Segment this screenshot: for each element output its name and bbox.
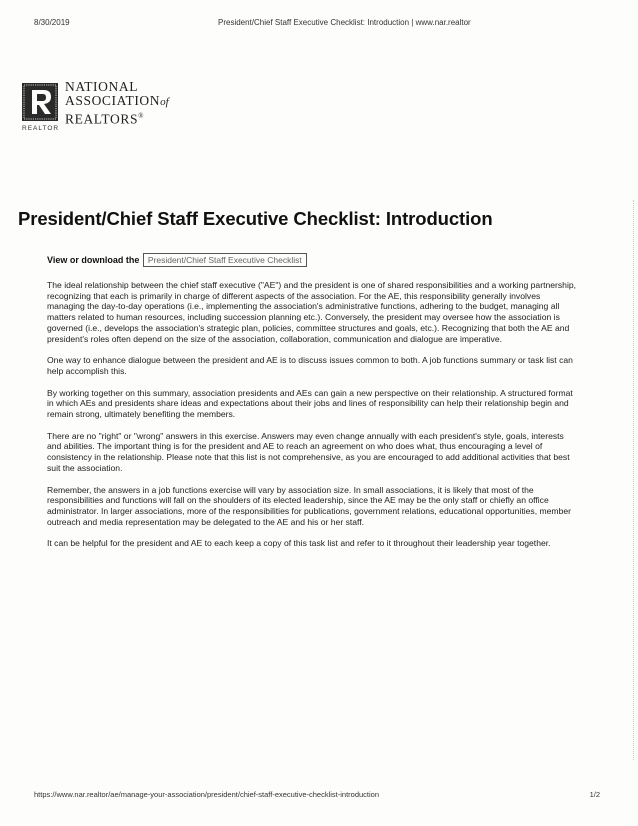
realtor-r-block-logo-icon — [22, 83, 58, 121]
logo-wordmark — [65, 80, 169, 127]
print-footer — [34, 790, 608, 802]
logo-line-realtors: REALTORS® — [65, 111, 144, 127]
paragraph: There are no "right" or "wrong" answers in this exercise. Answers may even change annually with each president's style, goals, interests and abilities. The important thing is for the president and AE to reach an agreement on who does what, thus encouraging a level of consistency in the relationship. Please note that this list is not comprehensive, as you are encouraged to add additional activities that best suit the association. — [47, 430, 570, 473]
paragraph: By working together on this summary, association presidents and AEs can gain a new perspective on their relationship. A structured format in which AEs and presidents share ideas and expectations about their jobs and lines of responsibility can help their relationship begin and remain strong, ultimately benefiting the members. — [47, 387, 573, 420]
print-date: 8/30/2019 — [34, 18, 70, 27]
logo-line-association: ASSOCIATIONof — [65, 93, 169, 108]
paragraph: It can be helpful for the president and AE to each keep a copy of this task list and refer to it throughout their leadership year together. — [47, 538, 551, 549]
nar-logo[interactable] — [22, 80, 222, 134]
download-label: View or download the — [47, 255, 140, 265]
scan-edge-artifact — [632, 200, 634, 760]
page-number: 1/2 — [589, 790, 600, 799]
page-title: President/Chief Staff Executive Checklist: Introduction — [18, 208, 493, 229]
paragraph: Remember, the answers in a job functions exercise will vary by association size. In small associations, it is likely that most of the responsibilities and functions will fall on the shoulders of its elected leadership, since the AE may be the only staff or chiefly an office administrator. In larger associations, more of the responsibilities for publications, government relations, educational opportunities, member outreach and media representation may be delegated to the AE and his or her staff. — [47, 484, 572, 527]
print-page-title: President/Chief Staff Executive Checklist: Introduction | www.nar.realtor — [218, 18, 471, 27]
checklist-download-link[interactable]: President/Chief Staff Executive Checklist — [143, 253, 307, 267]
download-row — [47, 253, 307, 267]
paragraph: The ideal relationship between the chief staff executive ("AE") and the president is one of shared responsibilities and a working partnership, recognizing that each is primarily in charge of different aspects of the association. For the AE, this responsibility generally involves managing the day-to-day operations (i.e., implementing the association's administrative functions, adhering to the budget, managing all matters related to human resources, including succession planning etc.). Conversely, the president may oversee how the association is governed (i.e., develops the association's strategic plan, policies, committee structures and goals, etc.). Recognizing that both the AE and president's roles often depend on the size of the association, collaboration, communication and dialogue are imperative. — [47, 280, 577, 344]
logo-line-national: NATIONAL — [65, 79, 139, 94]
paragraph: One way to enhance dialogue between the president and AE is to discuss issues common to both. A job functions summary or task list can help accomplish this. — [47, 355, 573, 376]
footer-url: https://www.nar.realtor/ae/manage-your-association/president/chief-staff-executive-checklist-introduction — [34, 790, 380, 799]
logo-realtor-text: REALTOR — [22, 125, 60, 132]
article-body — [47, 280, 579, 560]
print-header — [0, 18, 638, 30]
